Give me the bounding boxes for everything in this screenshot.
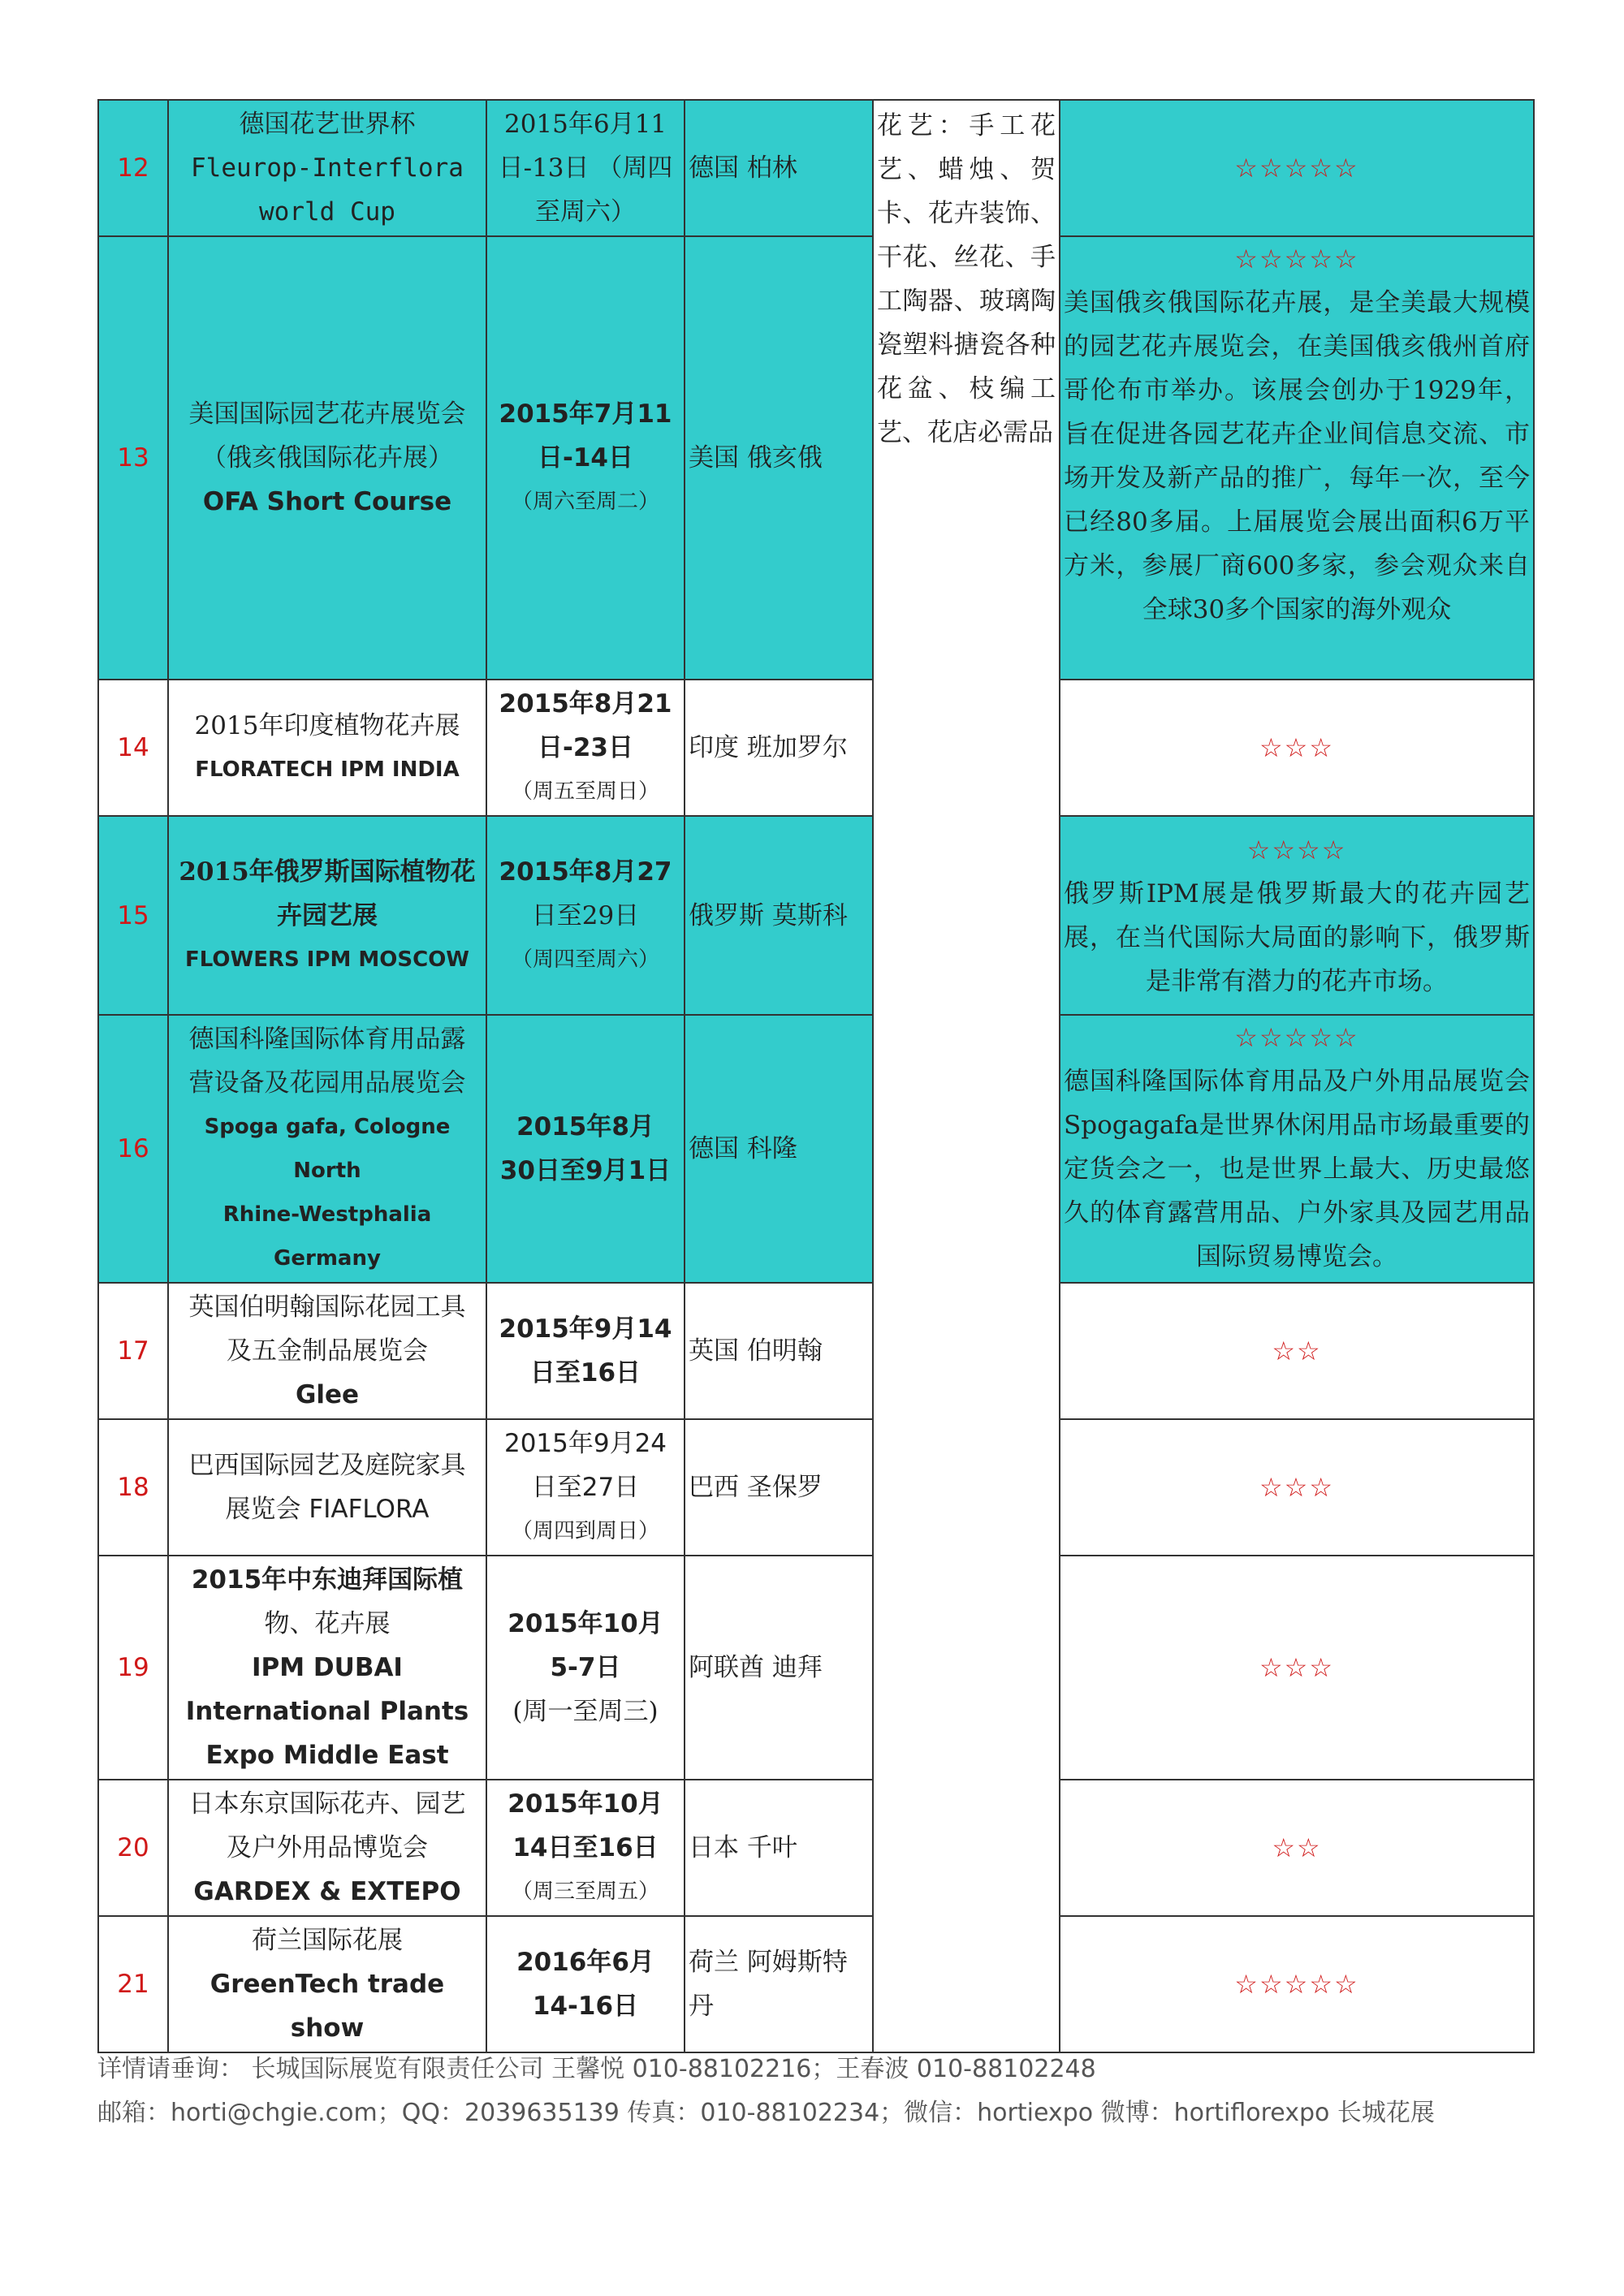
row-number: 20 [98,1780,168,1916]
table-row [98,816,1534,1015]
name-line: OFA Short Course [202,487,452,516]
exhibition-date [486,1015,685,1283]
contact-line: 邮箱：horti@chgie.com；QQ：2039635139 传真：010-88102234；微信：hortiexpo 微博：hortiflorexpo 长城花展 [97,2099,1435,2127]
exhibition-name [168,1419,486,1556]
date-line: 2015年10月 [508,1789,663,1819]
star-rating-icon: ☆☆☆☆☆ [1234,1022,1359,1053]
star-rating-icon: ☆☆☆☆☆ [1234,1969,1359,2000]
exhibition-rating [1060,1916,1534,2052]
table-row [98,1015,1534,1283]
row-number: 17 [98,1283,168,1419]
exhibition-date [486,1916,685,2052]
date-line: 2015年6月11 [503,110,667,139]
date-line: 14-16日 [532,1992,639,2021]
row-number: 18 [98,1419,168,1556]
exhibition-location: 英国 伯明翰 [685,1283,873,1419]
name-line: FLOWERS IPM MOSCOW [185,947,469,972]
exhibition-rating [1060,816,1534,1015]
exhibition-date [486,100,685,236]
date-line: 14日至16日 [512,1833,659,1862]
name-line: 展览会 FIAFLORA [225,1495,430,1524]
name-line: GreenTech trade [209,1970,445,1999]
table-row [98,236,1534,680]
date-line: 至周六） [535,197,636,227]
name-line: 2015年印度植物花卉展 [194,711,460,740]
table-row [98,1419,1534,1556]
name-line: 美国国际园艺花卉展览会 [188,399,466,429]
exhibition-name [168,1916,486,2052]
table-row [98,100,1534,236]
date-line: （周四到周日） [511,1519,659,1543]
date-line: 日至16日 [529,1358,641,1388]
name-line: Germany [274,1246,381,1271]
exhibition-date [486,816,685,1015]
date-line: 2015年7月11 [499,399,672,429]
row-number: 13 [98,236,168,680]
name-line: 德国科隆国际体育用品露 [188,1025,466,1054]
star-rating-icon: ☆☆☆ [1259,1472,1335,1503]
name-line: GARDEX & EXTEPO [193,1877,461,1906]
star-rating-icon: ☆☆☆☆ [1246,834,1347,865]
exhibition-name [168,1780,486,1916]
date-line: 2015年8月 [516,1112,654,1142]
date-line: 日-14日 [537,443,633,473]
name-line: 物、花卉展 [264,1609,391,1638]
name-line: Fleurop-Interflora [191,153,464,183]
star-rating-icon: ☆☆☆ [1259,1652,1335,1683]
name-line: 及五金制品展览会 [227,1336,428,1366]
exhibition-description: 德国科隆国际体育用品及户外用品展览会Spogagafa是世界休闲用品市场最重要的定货会之一，也是世界上最大、历史最悠久的体育露营用品、户外家具及园艺用品国际贸易博览会。 [1064,1067,1530,1271]
exhibition-location: 阿联酋 迪拜 [685,1556,873,1780]
date-line: 30日至9月1日 [499,1156,672,1185]
exhibition-name [168,1556,486,1780]
exhibition-description: 俄罗斯IPM展是俄罗斯最大的花卉园艺展，在当代国际大局面的影响下，俄罗斯是非常有潜力的花卉市场。 [1064,878,1530,996]
exhibition-rating [1060,680,1534,816]
name-line: 及户外用品博览会 [227,1833,428,1862]
name-line: Spoga gafa, Cologne North [204,1115,451,1183]
exhibition-location [685,1916,873,2052]
date-line: 日至27日 [531,1473,640,1502]
exhibition-table [97,99,1535,2053]
exhibition-date [486,1419,685,1556]
name-line: 2015年中东迪拜国际植 [191,1565,464,1595]
star-rating-icon: ☆☆☆☆☆ [1234,153,1359,183]
date-line: （周三至周五） [511,1880,659,1904]
name-line: show [290,2013,365,2043]
name-line: world Cup [259,197,395,227]
exhibition-name [168,100,486,236]
exhibition-rating [1060,236,1534,680]
contact-line: 详情请垂询： 长城国际展览有限责任公司 王馨悦 010-88102216；王春波 010-88102248 [97,2055,1096,2083]
table-row [98,1916,1534,2052]
name-line: 日本东京国际花卉、园艺 [188,1789,466,1819]
name-line: 德国花艺世界杯 [239,110,416,139]
contact-footer [97,2048,1559,2135]
name-line: （俄亥俄国际花卉展） [201,443,453,473]
exhibition-date [486,680,685,816]
date-line: 2016年6月 [516,1948,654,1977]
exhibition-location: 日本 千叶 [685,1780,873,1916]
exhibition-location: 美国 俄亥俄 [685,236,873,680]
product-category: 花艺：手工花艺、蜡烛、贺卡、花卉装饰、干花、丝花、手工陶器、玻璃陶瓷塑料搪瓷各种花盆、枝编工艺、花店必需品 [873,100,1060,2052]
exhibition-location: 德国 科隆 [685,1015,873,1283]
exhibition-location: 俄罗斯 莫斯科 [685,816,873,1015]
name-line: Expo Middle East [205,1741,449,1770]
star-rating-icon: ☆☆☆ [1259,732,1335,763]
date-line: 2015年10月 [508,1609,663,1638]
exhibition-date [486,1556,685,1780]
table-row [98,1283,1534,1419]
star-rating-icon: ☆☆ [1272,1336,1322,1366]
name-line: Glee [295,1380,360,1409]
name-line: FLORATECH IPM INDIA [195,757,460,782]
date-line: 5-7日 [550,1653,621,1682]
exhibition-name [168,236,486,680]
exhibition-name [168,1283,486,1419]
exhibition-date [486,1780,685,1916]
date-line: 日至29日 [531,900,640,930]
date-line: 2015年8月27 [499,857,672,887]
exhibition-name [168,816,486,1015]
date-line: 2015年9月14 [499,1314,672,1344]
location-text: 荷兰 阿姆斯特丹 [689,1948,848,2021]
exhibition-rating [1060,1780,1534,1916]
name-line: 2015年俄罗斯国际植物花 [179,857,476,887]
exhibition-rating [1060,1015,1534,1283]
exhibition-name [168,680,486,816]
star-rating-icon: ☆☆☆☆☆ [1234,244,1359,274]
row-number: 19 [98,1556,168,1780]
name-line: 荷兰国际花展 [252,1926,403,1955]
row-number: 21 [98,1916,168,2052]
name-line: 营设备及花园用品展览会 [188,1068,466,1098]
date-line: 日-13日 （周四 [498,153,673,183]
date-line: 日-23日 [537,733,633,762]
table-row [98,680,1534,816]
exhibition-rating [1060,1556,1534,1780]
exhibition-description: 美国俄亥俄国际花卉展，是全美最大规模的园艺花卉展览会，在美国俄亥俄州首府哥伦布市举办。该展会创办于1929年，旨在促进各园艺花卉企业间信息交流、市场开发及新产品的推广，每年一次，至今已经80多届。上届展览会展出面积6万平方米，参展厂商600多家，参会观众来自全球30多个国家的海外观众 [1064,288,1530,624]
exhibition-rating [1060,1419,1534,1556]
table-row [98,1780,1534,1916]
name-line: International Plants [185,1697,469,1726]
row-number: 12 [98,100,168,236]
star-rating-icon: ☆☆ [1272,1832,1322,1863]
date-line: （周六至周二） [511,490,659,514]
name-line: 英国伯明翰国际花园工具 [188,1293,466,1322]
exhibition-date [486,236,685,680]
exhibition-location: 德国 柏林 [685,100,873,236]
name-line: IPM DUBAI [252,1653,403,1682]
date-line: (周一至周三) [512,1697,659,1726]
date-line: （周五至周日） [511,779,659,804]
row-number: 15 [98,816,168,1015]
table-row [98,1556,1534,1780]
exhibition-rating [1060,1283,1534,1419]
row-number: 14 [98,680,168,816]
name-line: Rhine-Westphalia [222,1202,432,1227]
exhibition-name [168,1015,486,1283]
exhibition-rating [1060,100,1534,236]
exhibition-location: 巴西 圣保罗 [685,1419,873,1556]
date-line: 2015年8月21 [499,689,672,719]
exhibition-date [486,1283,685,1419]
date-line: 2015年9月24 [503,1429,667,1458]
name-line: 巴西国际园艺及庭院家具 [188,1451,466,1480]
exhibition-location: 印度 班加罗尔 [685,680,873,816]
row-number: 16 [98,1015,168,1283]
name-line: 卉园艺展 [277,900,378,930]
date-line: （周四至周六） [511,947,659,972]
